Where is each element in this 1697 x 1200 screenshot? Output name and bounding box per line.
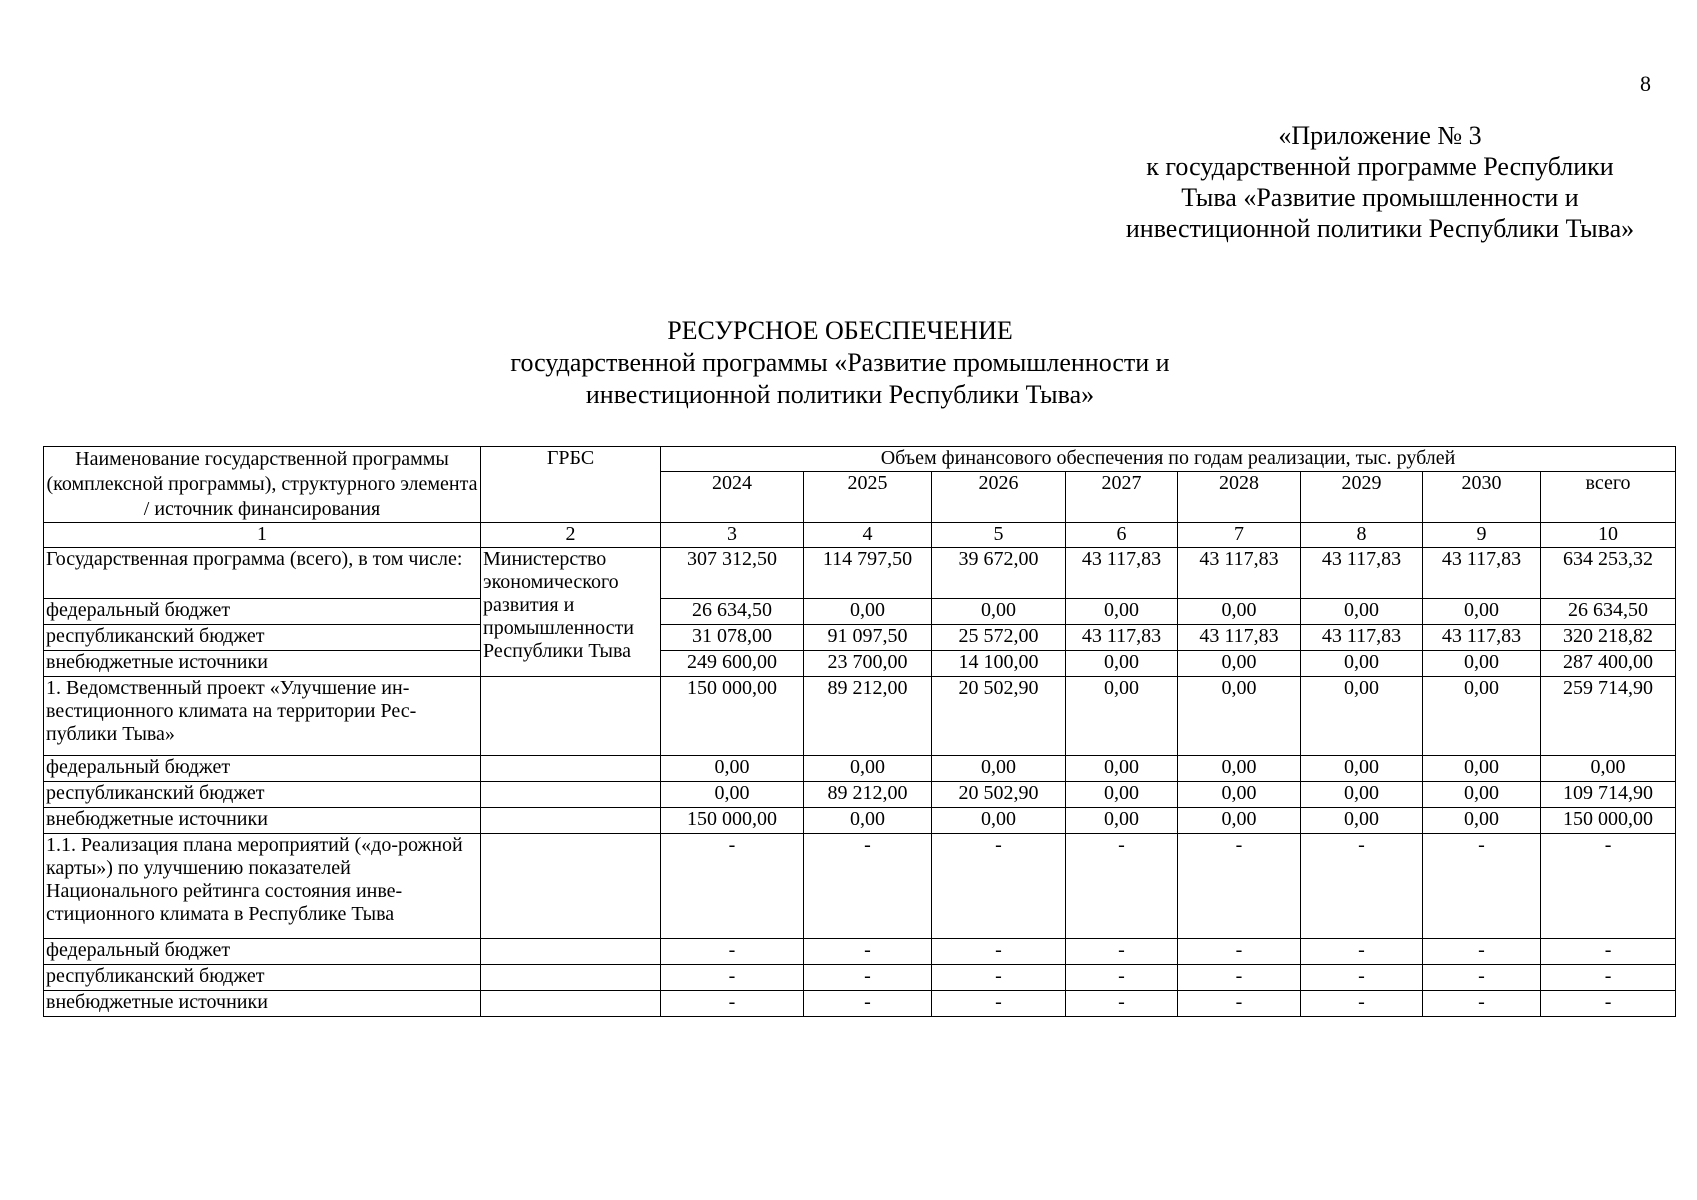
title-line: государственной программы «Развитие промышленности и (510, 348, 1170, 377)
row-name: федеральный бюджет (44, 939, 481, 965)
row-name: республиканский бюджет (44, 782, 481, 808)
grbs-cell (481, 965, 661, 991)
value-cell: 150 000,00 (661, 808, 804, 834)
row-name: внебюджетные источники (44, 651, 481, 677)
value-cell: 0,00 (1301, 782, 1423, 808)
value-cell: 0,00 (1301, 599, 1423, 625)
value-cell: - (932, 834, 1066, 939)
value-cell: 0,00 (1423, 677, 1541, 756)
value-cell: - (1178, 834, 1301, 939)
value-cell: 150 000,00 (661, 677, 804, 756)
value-cell: 0,00 (1178, 756, 1301, 782)
value-cell: - (1423, 939, 1541, 965)
page-number: 8 (1640, 71, 1651, 96)
value-cell: 0,00 (1178, 677, 1301, 756)
row-name: 1. Ведомственный проект «Улучшение ин-вестиционного климата на территории Рес-публики Тыва» (44, 677, 481, 756)
value-cell: 0,00 (804, 599, 932, 625)
value-cell: 307 312,50 (661, 548, 804, 599)
grbs-ministry: Министерство экономического развития и промышленности Республики Тыва (481, 548, 661, 677)
value-cell: 114 797,50 (804, 548, 932, 599)
title-line: инвестиционной политики Республики Тыва» (585, 380, 1095, 409)
value-cell: 0,00 (1423, 808, 1541, 834)
value-cell: 43 117,83 (1066, 625, 1178, 651)
appendix-line: инвестиционной политики Республики Тыва» (1125, 214, 1635, 243)
table-row (44, 651, 1676, 677)
table-row (44, 834, 1676, 939)
column-index: 10 (1541, 523, 1676, 548)
value-cell: 0,00 (1178, 651, 1301, 677)
value-cell: 23 700,00 (804, 651, 932, 677)
header-year: 2029 (1301, 472, 1423, 523)
value-cell: 43 117,83 (1301, 548, 1423, 599)
value-cell: 0,00 (1066, 808, 1178, 834)
row-name: внебюджетные источники (44, 808, 481, 834)
resource-table (43, 446, 1676, 1017)
row-name: внебюджетные источники (44, 991, 481, 1017)
grbs-cell (481, 991, 661, 1017)
total-cell: - (1541, 965, 1676, 991)
value-cell: - (661, 939, 804, 965)
value-cell: 0,00 (932, 808, 1066, 834)
total-cell: 109 714,90 (1541, 782, 1676, 808)
value-cell: - (1423, 834, 1541, 939)
value-cell: 0,00 (1066, 756, 1178, 782)
value-cell: - (932, 939, 1066, 965)
row-name: Государственная программа (всего), в том числе: (44, 548, 481, 599)
value-cell: - (1066, 939, 1178, 965)
value-cell: 0,00 (1178, 599, 1301, 625)
value-cell: 26 634,50 (661, 599, 804, 625)
table-row (44, 808, 1676, 834)
value-cell: - (661, 991, 804, 1017)
appendix-line: Тыва «Развитие промышленности и (1181, 183, 1579, 212)
total-cell: 634 253,32 (1541, 548, 1676, 599)
value-cell: 43 117,83 (1178, 548, 1301, 599)
column-index: 7 (1178, 523, 1301, 548)
value-cell: - (1423, 965, 1541, 991)
table-row (44, 756, 1676, 782)
header-year: 2028 (1178, 472, 1301, 523)
value-cell: - (804, 834, 932, 939)
column-index: 5 (932, 523, 1066, 548)
value-cell: 43 117,83 (1423, 625, 1541, 651)
value-cell: 0,00 (1178, 808, 1301, 834)
header-row (44, 447, 1676, 472)
total-cell: 287 400,00 (1541, 651, 1676, 677)
value-cell: 0,00 (1301, 808, 1423, 834)
value-cell: 89 212,00 (804, 782, 932, 808)
value-cell: 0,00 (1301, 756, 1423, 782)
value-cell: 43 117,83 (1066, 548, 1178, 599)
value-cell: 0,00 (1066, 651, 1178, 677)
value-cell: 43 117,83 (1178, 625, 1301, 651)
total-cell: 320 218,82 (1541, 625, 1676, 651)
row-name: 1.1. Реализация плана мероприятий («до-рожной карты») по улучшению показателей Национального рейтинга состояния инве-стиционного климата в Республике Тыва (44, 834, 481, 939)
value-cell: - (1066, 834, 1178, 939)
grbs-cell (481, 834, 661, 939)
total-cell: - (1541, 939, 1676, 965)
value-cell: 20 502,90 (932, 677, 1066, 756)
column-index: 1 (44, 523, 481, 548)
value-cell: - (932, 991, 1066, 1017)
value-cell: - (1066, 991, 1178, 1017)
column-index-row (44, 523, 1676, 548)
total-cell: - (1541, 834, 1676, 939)
value-cell: 0,00 (661, 756, 804, 782)
column-index: 3 (661, 523, 804, 548)
grbs-cell (481, 939, 661, 965)
header-year: 2027 (1066, 472, 1178, 523)
value-cell: 0,00 (1301, 677, 1423, 756)
value-cell: 0,00 (804, 808, 932, 834)
value-cell: - (1423, 991, 1541, 1017)
column-index: 4 (804, 523, 932, 548)
row-name: федеральный бюджет (44, 756, 481, 782)
total-cell: 26 634,50 (1541, 599, 1676, 625)
total-cell: - (1541, 991, 1676, 1017)
value-cell: - (1301, 939, 1423, 965)
value-cell: - (661, 834, 804, 939)
value-cell: 0,00 (932, 599, 1066, 625)
grbs-cell (481, 782, 661, 808)
row-name: республиканский бюджет (44, 625, 481, 651)
header-year: 2025 (804, 472, 932, 523)
value-cell: 0,00 (1178, 782, 1301, 808)
row-name: федеральный бюджет (44, 599, 481, 625)
value-cell: - (932, 965, 1066, 991)
value-cell: - (661, 965, 804, 991)
column-index: 2 (481, 523, 661, 548)
value-cell: 0,00 (1066, 782, 1178, 808)
grbs-cell (481, 756, 661, 782)
value-cell: 25 572,00 (932, 625, 1066, 651)
header-year: 2026 (932, 472, 1066, 523)
table-row (44, 782, 1676, 808)
grbs-cell (481, 677, 661, 756)
table-row (44, 548, 1676, 599)
table-row (44, 939, 1676, 965)
value-cell: 0,00 (932, 756, 1066, 782)
column-index: 9 (1423, 523, 1541, 548)
total-cell: 150 000,00 (1541, 808, 1676, 834)
column-index: 6 (1066, 523, 1178, 548)
value-cell: - (1178, 991, 1301, 1017)
value-cell: 43 117,83 (1423, 548, 1541, 599)
total-cell: 259 714,90 (1541, 677, 1676, 756)
value-cell: 0,00 (1423, 599, 1541, 625)
table-row (44, 677, 1676, 756)
table-row (44, 991, 1676, 1017)
value-cell: 31 078,00 (661, 625, 804, 651)
value-cell: - (1178, 965, 1301, 991)
value-cell: 0,00 (1301, 651, 1423, 677)
document-title (240, 315, 1440, 411)
value-cell: 89 212,00 (804, 677, 932, 756)
header-volume-column: Объем финансового обеспечения по годам реализации, тыс. рублей (661, 447, 1676, 472)
value-cell: - (1178, 939, 1301, 965)
grbs-cell (481, 808, 661, 834)
value-cell: 43 117,83 (1301, 625, 1423, 651)
value-cell: - (1301, 834, 1423, 939)
value-cell: 0,00 (1423, 651, 1541, 677)
value-cell: 0,00 (1066, 599, 1178, 625)
value-cell: - (804, 991, 932, 1017)
header-year: 2030 (1423, 472, 1541, 523)
value-cell: 0,00 (1423, 782, 1541, 808)
appendix-line: к государственной программе Республики (1146, 152, 1614, 181)
header-name-column: Наименование государственной программы (комплексной программы), структурного элемента / источник финансирования (44, 447, 481, 523)
value-cell: 0,00 (661, 782, 804, 808)
value-cell: - (1301, 965, 1423, 991)
header-grbs-column: ГРБС (481, 447, 661, 523)
value-cell: - (1301, 991, 1423, 1017)
appendix-line: «Приложение № 3 (1278, 121, 1482, 150)
total-cell: 0,00 (1541, 756, 1676, 782)
value-cell: 249 600,00 (661, 651, 804, 677)
table-row (44, 965, 1676, 991)
value-cell: 14 100,00 (932, 651, 1066, 677)
table-row (44, 599, 1676, 625)
value-cell: 20 502,90 (932, 782, 1066, 808)
value-cell: 39 672,00 (932, 548, 1066, 599)
value-cell: 0,00 (1066, 677, 1178, 756)
value-cell: 0,00 (1423, 756, 1541, 782)
header-year: 2024 (661, 472, 804, 523)
value-cell: - (804, 965, 932, 991)
value-cell: 0,00 (804, 756, 932, 782)
table-row (44, 625, 1676, 651)
value-cell: - (1066, 965, 1178, 991)
value-cell: 91 097,50 (804, 625, 932, 651)
column-index: 8 (1301, 523, 1423, 548)
header-total: всего (1541, 472, 1676, 523)
appendix-note (1080, 120, 1680, 244)
value-cell: - (804, 939, 932, 965)
title-heading: РЕСУРСНОЕ ОБЕСПЕЧЕНИЕ (667, 316, 1013, 345)
row-name: республиканский бюджет (44, 965, 481, 991)
